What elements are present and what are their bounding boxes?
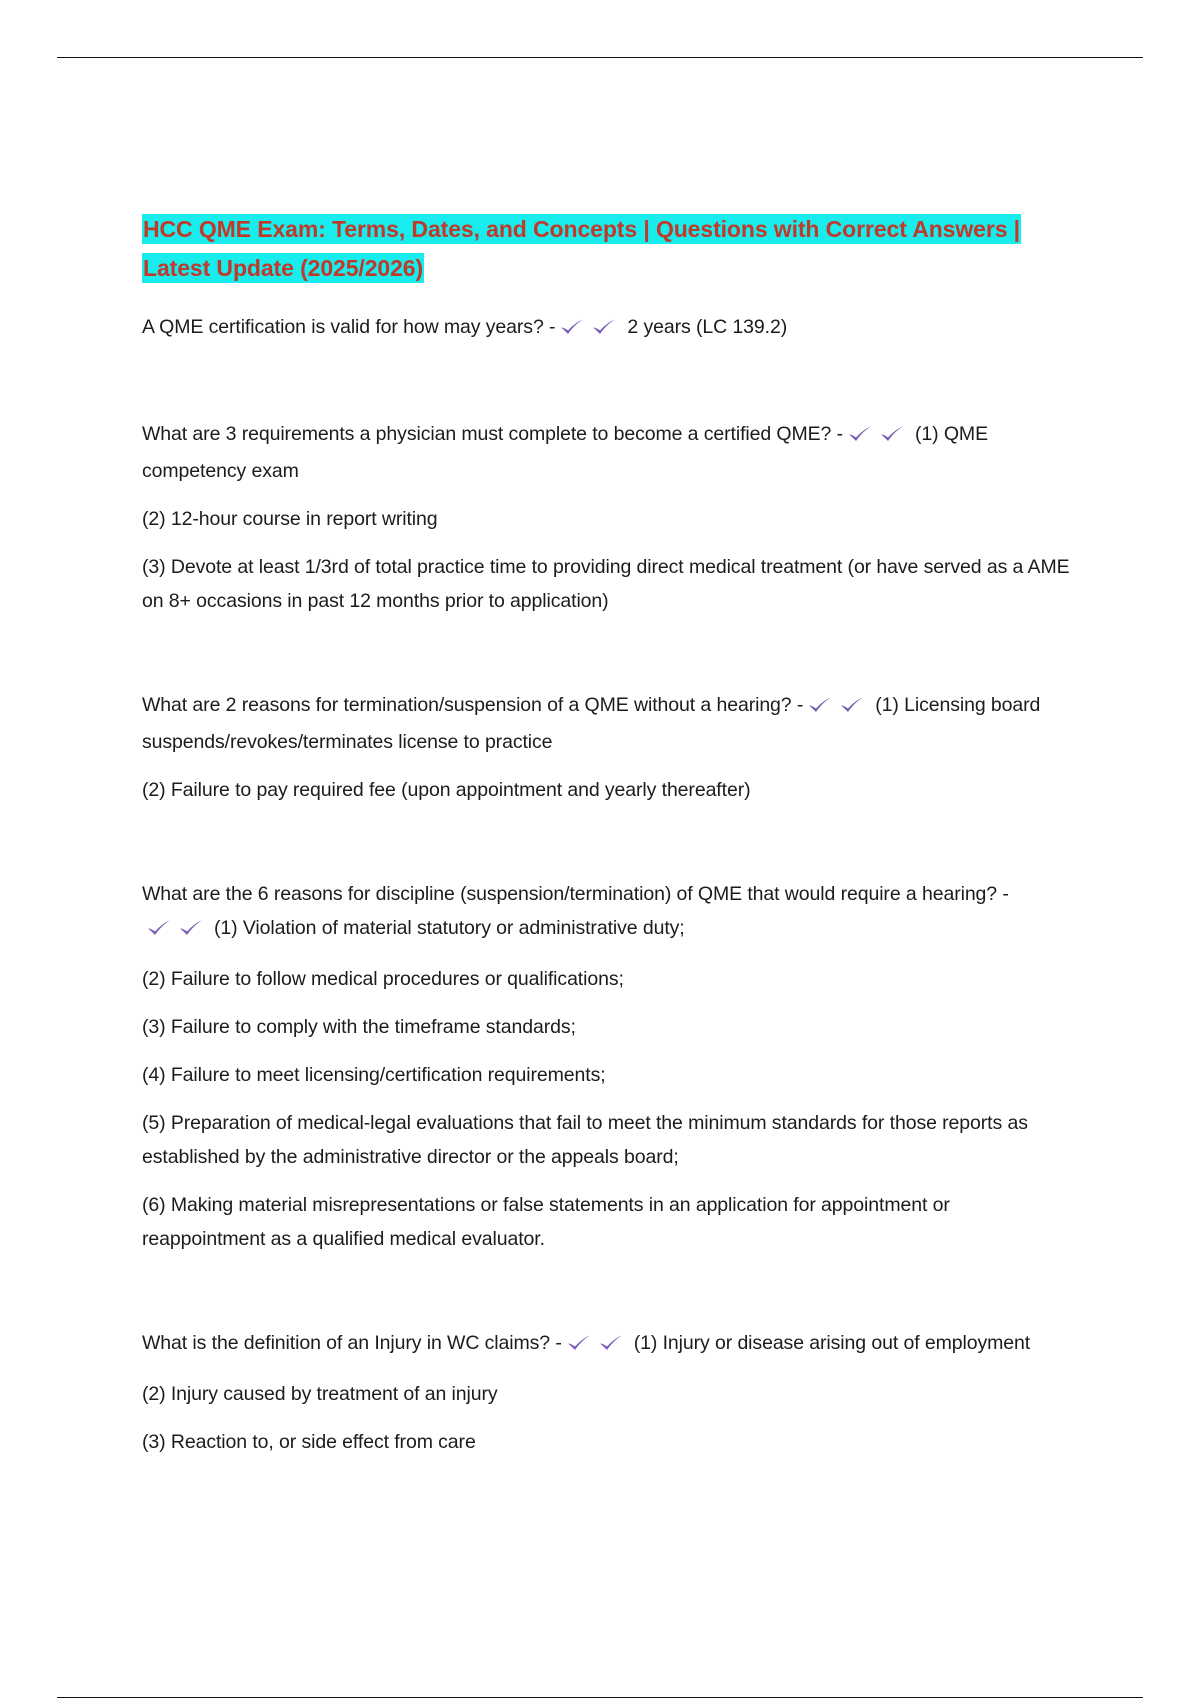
qa-block [142,688,1072,807]
answer-item: (3) Devote at least 1/3rd of total practice time to providing direct medical treatment (or have served as a AME on 8+ occasions in past 12 months prior to application) [142,556,1070,612]
question-text: What are 3 requirements a physician must complete to become a certified QME? - [142,423,844,445]
checkmark-icon [591,318,617,336]
document-title [142,210,1072,288]
question-line [142,877,1072,948]
answer-item: (2) Failure to follow medical procedures or qualifications; [142,968,624,990]
answer-item: (3) Reaction to, or side effect from care [142,1431,476,1453]
answer-text: (1) Violation of material statutory or administrative duty; [214,917,685,939]
bottom-rule [57,1697,1143,1698]
checkmark-icon [879,425,905,443]
document-title-highlight: HCC QME Exam: Terms, Dates, and Concepts | Questions with Correct Answers | Latest Update (2025/2026) [143,216,1021,281]
qa-list [142,310,1072,1459]
qa-block [142,877,1072,1256]
question-text: What are the 6 reasons for discipline (suspension/termination) of QME that would require a hearing? - [142,883,1009,905]
answer-item: (6) Making material misrepresentations or false statements in an application for appointment or reappointment as a qualified medical evaluator. [142,1194,950,1250]
answer-item: (2) 12-hour course in report writing [142,508,438,530]
question-line [142,310,1072,347]
answer-item: (5) Preparation of medical-legal evaluations that fail to meet the minimum standards for those reports as established by the administrative director or the appeals board; [142,1112,1028,1168]
answer-checkmarks [566,1329,630,1363]
answer-item: (2) Injury caused by treatment of an injury [142,1383,498,1405]
answer-checkmarks [146,914,210,948]
answer-item: (3) Failure to comply with the timeframe standards; [142,1016,576,1038]
checkmark-icon [847,425,873,443]
top-rule [57,57,1143,58]
checkmark-icon [598,1334,624,1352]
checkmark-icon [559,318,585,336]
checkmark-icon [146,919,172,937]
checkmark-icon [178,919,204,937]
answer-checkmarks [559,313,623,347]
answer-checkmarks [847,420,911,454]
answer-text: 2 years (LC 139.2) [627,316,788,338]
answer-checkmarks [807,691,871,725]
qa-block [142,417,1072,618]
question-text: What are 2 reasons for termination/suspension of a QME without a hearing? - [142,694,804,716]
question-line [142,1326,1072,1363]
qa-block [142,1326,1072,1459]
question-line [142,417,1072,488]
answer-text: (1) Licensing board suspends/revokes/terminates license to practice [142,694,1041,753]
question-text: A QME certification is valid for how may years? - [142,316,556,338]
checkmark-icon [839,696,865,714]
answer-item: (2) Failure to pay required fee (upon appointment and yearly thereafter) [142,779,751,801]
document-body [142,210,1072,1529]
qa-block [142,310,1072,347]
answer-text: (1) QME competency exam [142,423,988,482]
answer-item: (4) Failure to meet licensing/certification requirements; [142,1064,606,1086]
question-line [142,688,1072,759]
checkmark-icon [566,1334,592,1352]
checkmark-icon [807,696,833,714]
question-text: What is the definition of an Injury in WC claims? - [142,1332,562,1354]
answer-text: (1) Injury or disease arising out of employment [633,1332,1031,1354]
